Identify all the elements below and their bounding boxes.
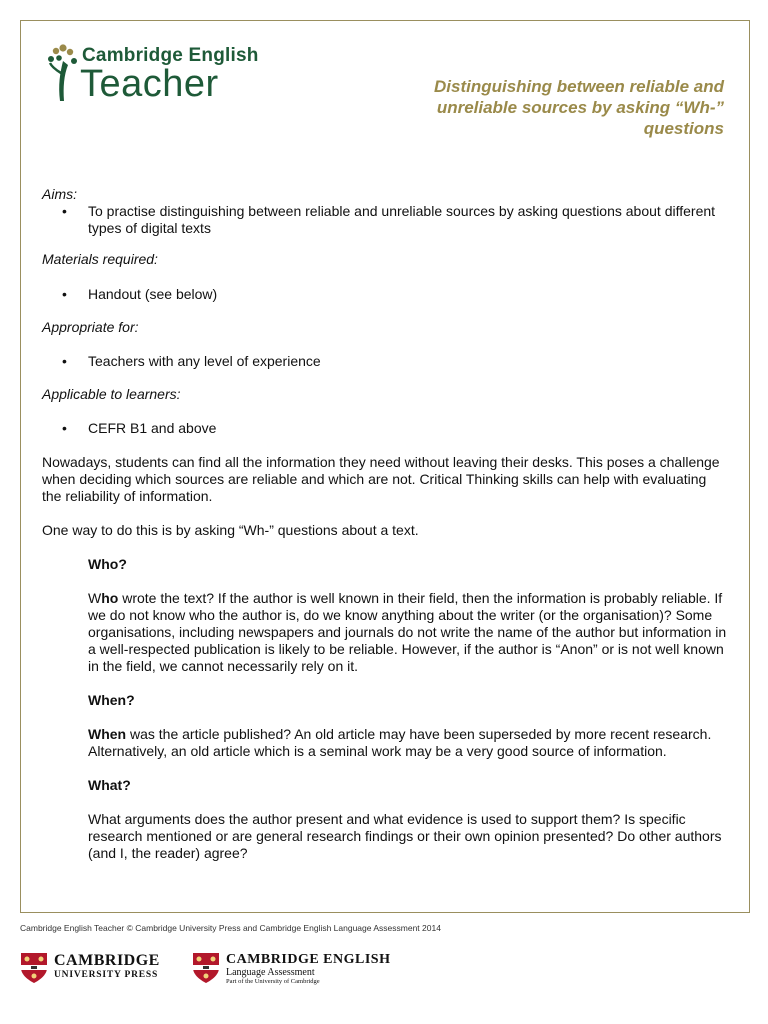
tree-figure-icon xyxy=(46,43,80,105)
what-paragraph: What arguments does the author present and what evidence is used to support them? Is specific research mentioned or are general research findings or their own opinion presented? Do other authors (and I, the reader) agree? xyxy=(88,811,722,861)
who-paragraph xyxy=(88,590,728,675)
applicable-list xyxy=(42,420,728,437)
university-crest-icon xyxy=(20,952,48,984)
when-heading: When? xyxy=(88,692,135,708)
intro-paragraph: Nowadays, students can find all the information they need without leaving their desks. This poses a challenge when deciding which sources are reliable and which are not. Critical Thinking skills can help with evaluating the reliability of information. xyxy=(42,454,720,504)
logo-text-main: Teacher xyxy=(80,63,219,105)
who-text-bold: ho xyxy=(101,590,119,606)
applicable-heading: Applicable to learners: xyxy=(42,386,181,402)
document-title xyxy=(344,76,724,139)
list-item: • CEFR B1 and above xyxy=(42,420,728,437)
brand1-line1: CAMBRIDGE xyxy=(54,952,160,969)
list-item: • Handout (see below) xyxy=(42,286,728,303)
who-text-rest: wrote the text? If the author is well known in their field, then the information is probably reliable. If we do not know who the author is, do we know anything about the writer (or the organisation)? Some organisations, including newspapers and journals do not write the name of the author but information in a well-respected publication is likely to be reliable. However, if the author is “Anon” or is not well known in the field, we cannot necessarily rely on it. xyxy=(88,590,727,674)
list-item: • To practise distinguishing between reliable and unreliable sources by asking questions about different types of digital texts xyxy=(42,203,728,237)
what-heading: What? xyxy=(88,777,131,793)
copyright-notice: Cambridge English Teacher © Cambridge University Press and Cambridge English Language Assessment 2014 xyxy=(20,923,441,933)
aims-list xyxy=(42,203,728,237)
title-line: questions xyxy=(643,119,724,138)
title-line: unreliable sources by asking “Wh-” xyxy=(436,98,724,117)
logo-text-top: Cambridge English xyxy=(82,45,259,66)
who-heading: Who? xyxy=(88,556,127,572)
questions-section xyxy=(42,556,728,862)
list-item: • Teachers with any level of experience xyxy=(42,353,728,370)
brand2-line1: CAMBRIDGE ENGLISH xyxy=(226,952,391,967)
appropriate-list xyxy=(42,353,728,370)
cambridge-english-language-assessment-logo xyxy=(192,950,412,986)
aims-heading: Aims: xyxy=(42,186,77,202)
title-line: Distinguishing between reliable and xyxy=(434,77,724,96)
when-text-bold: When xyxy=(88,726,127,742)
cambridge-english-teacher-logo xyxy=(46,43,259,105)
document-body xyxy=(42,186,728,862)
brand1-line2: UNIVERSITY PRESS xyxy=(54,970,159,980)
materials-heading: Materials required: xyxy=(42,251,158,267)
when-text-rest: was the article published? An old article may have been superseded by more recent research. Alternatively, an old article which is a seminal work may be a very good source of information. xyxy=(88,726,712,759)
brand2-line3: Part of the University of Cambridge xyxy=(226,978,320,985)
materials-list xyxy=(42,286,728,303)
brand2-line2: Language Assessment xyxy=(226,967,315,978)
one-way-paragraph: One way to do this is by asking “Wh-” questions about a text. xyxy=(42,522,419,538)
university-crest-icon xyxy=(192,952,220,984)
appropriate-heading: Appropriate for: xyxy=(42,319,139,335)
cambridge-university-press-logo xyxy=(20,950,180,986)
when-paragraph xyxy=(88,726,728,760)
who-text-pre: W xyxy=(88,590,102,606)
